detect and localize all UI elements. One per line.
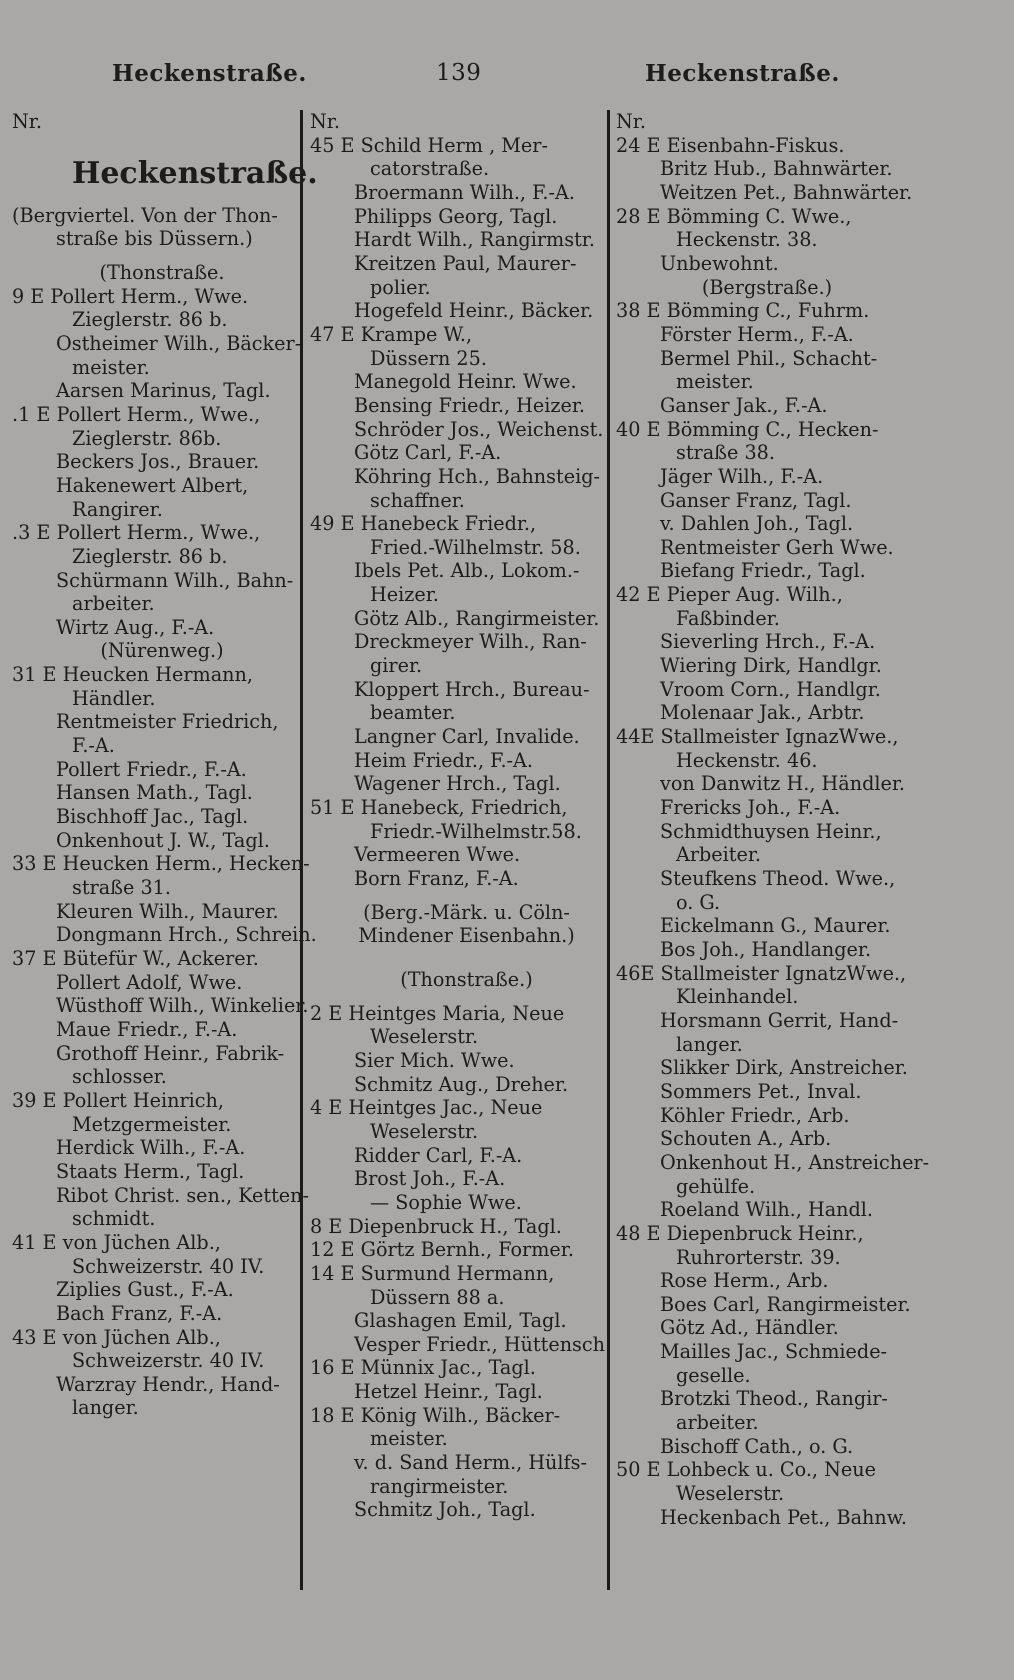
resident-entry: Sieverling Hrch., F.-A.	[660, 630, 876, 654]
resident-entry: Pollert Adolf, Wwe.	[56, 970, 243, 994]
entry-continuation: Arbeiter.	[676, 843, 762, 867]
spacer	[310, 992, 623, 1002]
resident-entry: Roeland Wilh., Handl.	[660, 1198, 874, 1222]
resident-entry: Ganser Franz, Tagl.	[660, 488, 852, 512]
resident-entry: Wirtz Aug., F.-A.	[56, 615, 215, 639]
resident-entry: Brost Joh., F.-A.	[354, 1167, 506, 1191]
resident-entry: Götz Alb., Rangirmeister.	[354, 606, 600, 630]
resident-entry: Rentmeister Gerh Wwe.	[660, 535, 894, 559]
entry-continuation: schmidt.	[72, 1207, 156, 1231]
resident-entry: Steufkens Theod. Wwe.,	[660, 867, 896, 890]
entry-continuation: langer.	[72, 1396, 139, 1420]
resident-entry: Sommers Pet., Inval.	[660, 1079, 862, 1103]
house-entry: 31 E Heucken Hermann,	[12, 663, 253, 687]
entry-continuation: catorstraße.	[370, 157, 490, 181]
resident-entry: Schmitz Joh., Tagl.	[354, 1498, 536, 1522]
resident-entry: Britz Hub., Bahnwärter.	[660, 157, 893, 181]
resident-entry: Köhring Hch., Bahnsteig-	[354, 464, 600, 488]
resident-entry: Götz Ad., Händler.	[660, 1316, 839, 1340]
resident-entry: Bermel Phil., Schacht-	[660, 346, 878, 370]
entry-continuation: Weselerstr.	[370, 1119, 479, 1143]
house-entry: 41 E von Jüchen Alb.,	[12, 1230, 221, 1254]
running-header-left: Heckenstraße.	[112, 60, 307, 87]
resident-entry: Hetzel Heinr., Tagl.	[354, 1380, 543, 1404]
house-entry: Nr.	[310, 110, 340, 133]
house-entry: 18 E König Wilh., Bäcker-	[310, 1403, 561, 1427]
resident-entry: Slikker Dirk, Anstreicher.	[660, 1056, 908, 1080]
entry-continuation: Fried.-Wilhelmstr. 58.	[370, 535, 581, 559]
resident-entry: Staats Herm., Tagl.	[56, 1159, 245, 1183]
resident-entry: Maue Friedr., F.-A.	[56, 1017, 238, 1041]
resident-entry: Born Franz, F.-A.	[354, 867, 519, 890]
resident-entry: Rose Herm., Arb.	[660, 1269, 829, 1293]
house-entry: 49 E Hanebeck Friedr.,	[310, 512, 537, 536]
house-entry: 12 E Görtz Bernh., Former.	[310, 1238, 574, 1262]
resident-entry: Jäger Wilh., F.-A.	[660, 464, 824, 488]
resident-entry: Boes Carl, Rangirmeister.	[660, 1292, 911, 1316]
section-heading: Mindener Eisenbahn.)	[358, 924, 575, 948]
resident-entry: Onkenhout H., Anstreicher-	[660, 1150, 930, 1174]
entry-continuation: Ruhrorterstr. 39.	[676, 1245, 841, 1269]
resident-entry: Götz Carl, F.-A.	[354, 441, 502, 465]
resident-entry: Mailles Jac., Schmiede-	[660, 1340, 888, 1364]
entry-continuation: o. G.	[676, 890, 721, 914]
resident-entry: Kleuren Wilh., Maurer.	[56, 899, 279, 923]
resident-entry: Ridder Carl, F.-A.	[354, 1143, 523, 1167]
entry-continuation: Düssern 88 a.	[370, 1285, 505, 1309]
entry-continuation: Düssern 25.	[370, 346, 487, 370]
house-entry: 50 E Lohbeck u. Co., Neue	[616, 1458, 876, 1482]
entry-continuation: Weselerstr.	[370, 1025, 479, 1049]
resident-entry: Köhler Friedr., Arb.	[660, 1103, 850, 1127]
resident-entry: Ostheimer Wilh., Bäcker-	[56, 331, 302, 355]
column-1	[12, 110, 318, 1420]
entry-continuation: polier.	[370, 275, 431, 299]
resident-entry: Dreckmeyer Wilh., Ran-	[354, 630, 587, 654]
house-entry: (Bergviertel. Von der Thon-	[12, 203, 278, 227]
entry-continuation: — Sophie Wwe.	[370, 1190, 522, 1214]
house-entry: 37 E Bütefür W., Ackerer.	[12, 947, 259, 970]
resident-entry: Schmitz Aug., Dreher.	[354, 1072, 569, 1096]
resident-entry: Warzray Hendr., Hand-	[56, 1372, 280, 1396]
entry-continuation: Zieglerstr. 86b.	[72, 426, 222, 450]
resident-entry: Bensing Friedr., Heizer.	[354, 393, 586, 417]
entry-continuation: rangirmeister.	[370, 1474, 509, 1498]
entry-continuation: Zieglerstr. 86 b.	[72, 544, 228, 568]
resident-entry: v. Dahlen Joh., Tagl.	[660, 512, 854, 536]
entry-continuation: langer.	[676, 1032, 743, 1056]
house-entry: .1 E Pollert Herm., Wwe.,	[12, 402, 261, 426]
section-heading: (Bergstraße.)	[701, 275, 833, 299]
house-entry: 46E Stallmeister IgnatzWwe.,	[616, 961, 907, 985]
section-heading: (Nürenweg.)	[100, 639, 224, 663]
entry-continuation: Zieglerstr. 86 b.	[72, 308, 228, 332]
house-entry: 51 E Hanebeck, Friedrich,	[310, 796, 568, 820]
resident-entry: Hardt Wilh., Rangirmstr.	[354, 228, 595, 252]
house-entry: 2 E Heintges Maria, Neue	[310, 1001, 565, 1025]
resident-entry: Grothoff Heinr., Fabrik-	[56, 1041, 285, 1065]
entry-continuation: Heizer.	[370, 583, 439, 607]
house-entry: 14 E Surmund Hermann,	[310, 1261, 555, 1285]
entry-continuation: schlosser.	[72, 1065, 167, 1089]
house-entry: .3 E Pollert Herm., Wwe.,	[12, 521, 261, 545]
entry-continuation: meister.	[370, 1427, 448, 1451]
resident-entry: Hogefeld Heinr., Bäcker.	[354, 299, 594, 323]
house-entry: 48 E Diepenbruck Heinr.,	[616, 1221, 864, 1245]
entry-continuation: geselle.	[676, 1363, 751, 1387]
resident-entry: Kreitzen Paul, Maurer-	[354, 251, 577, 275]
street-title: Heckenstraße.	[72, 155, 318, 191]
resident-entry: Wüsthoff Wilh., Winkelier.	[56, 994, 309, 1018]
section-heading: (Thonstraße.	[99, 260, 225, 284]
spacer	[310, 948, 623, 958]
house-entry: 4 E Heintges Jac., Neue	[310, 1096, 543, 1120]
resident-entry: Frericks Joh., F.-A.	[660, 796, 841, 820]
house-entry: 42 E Pieper Aug. Wilh.,	[616, 583, 843, 607]
resident-entry: Schouten A., Arb.	[660, 1127, 832, 1151]
resident-entry: Horsmann Gerrit, Hand-	[660, 1008, 899, 1032]
resident-entry: Schmidthuysen Heinr.,	[660, 819, 882, 843]
spacer	[12, 251, 312, 261]
house-entry: 38 E Bömming C., Fuhrm.	[616, 299, 870, 323]
resident-entry: Dongmann Hrch., Schrein.	[56, 923, 317, 947]
house-entry: 44E Stallmeister IgnazWwe.,	[616, 725, 899, 749]
house-entry: 8 E Diepenbruck H., Tagl.	[310, 1214, 562, 1238]
resident-entry: Hansen Math., Tagl.	[56, 781, 253, 805]
entry-continuation: arbeiter.	[676, 1411, 759, 1435]
entry-continuation: F.-A.	[72, 734, 115, 758]
entry-continuation: Heckenstr. 38.	[676, 228, 818, 252]
resident-entry: Pollert Friedr., F.-A.	[56, 757, 247, 781]
entry-continuation: meister.	[72, 355, 150, 379]
resident-entry: Rentmeister Friedrich,	[56, 710, 279, 734]
resident-entry: Langner Carl, Invalide.	[354, 725, 580, 749]
entry-continuation: schaffner.	[370, 488, 465, 512]
entry-continuation: straße 38.	[676, 441, 775, 465]
house-entry: 40 E Bömming C., Hecken-	[616, 417, 879, 441]
resident-entry: v. d. Sand Herm., Hülfs-	[354, 1451, 587, 1475]
entry-continuation: Heckenstr. 46.	[676, 748, 818, 772]
resident-entry: Schröder Jos., Weichenst.	[354, 417, 604, 441]
resident-entry: Bischhoff Jac., Tagl.	[56, 805, 249, 829]
spacer	[310, 958, 623, 968]
resident-entry: Kloppert Hrch., Bureau-	[354, 677, 590, 701]
house-entry: Nr.	[12, 110, 42, 133]
resident-entry: Molenaar Jak., Arbtr.	[660, 701, 865, 725]
spacer	[12, 134, 312, 144]
resident-entry: Wagener Hrch., Tagl.	[354, 772, 561, 796]
resident-entry: Biefang Friedr., Tagl.	[660, 559, 866, 583]
resident-entry: Vroom Corn., Handlgr.	[660, 677, 881, 701]
resident-entry: Ganser Jak., F.-A.	[660, 393, 828, 417]
resident-entry: Beckers Jos., Brauer.	[56, 450, 260, 474]
resident-entry: Bos Joh., Handlanger.	[660, 937, 872, 961]
entry-continuation: Schweizerstr. 40 IV.	[72, 1349, 265, 1373]
resident-entry: Ribot Christ. sen., Ketten-	[56, 1183, 309, 1207]
section-heading: (Thonstraße.)	[400, 967, 533, 991]
house-entry: 47 E Krampe W.,	[310, 322, 473, 346]
resident-entry: Onkenhout J. W., Tagl.	[56, 828, 270, 852]
resident-entry: Bischoff Cath., o. G.	[660, 1434, 854, 1458]
house-entry: 39 E Pollert Heinrich,	[12, 1088, 225, 1112]
entry-continuation: Kleinhandel.	[676, 985, 799, 1009]
house-entry: 24 E Eisenbahn-Fiskus.	[616, 133, 845, 157]
house-entry: 45 E Schild Herm , Mer-	[310, 133, 548, 157]
entry-continuation: beamter.	[370, 701, 456, 725]
spacer	[310, 891, 623, 901]
resident-entry: Sier Mich. Wwe.	[354, 1048, 515, 1072]
resident-entry: Schürmann Wilh., Bahn-	[56, 568, 294, 592]
resident-entry: Brotzki Theod., Rangir-	[660, 1387, 888, 1411]
resident-entry: von Danwitz H., Händler.	[660, 772, 906, 796]
entry-continuation: Faßbinder.	[676, 606, 780, 630]
resident-entry: Broermann Wilh., F.-A.	[354, 180, 575, 204]
entry-continuation: Schweizerstr. 40 IV.	[72, 1254, 265, 1278]
entry-continuation: arbeiter.	[72, 592, 155, 616]
entry-continuation: Rangirer.	[72, 497, 163, 521]
entry-continuation: gehülfe.	[676, 1174, 756, 1198]
resident-entry: Glashagen Emil, Tagl.	[354, 1309, 567, 1333]
entry-continuation: Friedr.-Wilhelmstr.58.	[370, 819, 582, 843]
resident-entry: Weitzen Pet., Bahnwärter.	[660, 180, 913, 204]
entry-continuation: straße 31.	[72, 876, 171, 900]
resident-entry: Heckenbach Pet., Bahnw.	[660, 1505, 908, 1529]
resident-entry: Hakenewert Albert,	[56, 473, 249, 497]
house-entry: Nr.	[616, 110, 646, 133]
entry-continuation: Händler.	[72, 686, 156, 710]
entry-continuation: Metzgermeister.	[72, 1112, 232, 1136]
resident-entry: Herdick Wilh., F.-A.	[56, 1136, 246, 1160]
house-entry: 43 E von Jüchen Alb.,	[12, 1325, 221, 1349]
entry-continuation: meister.	[676, 370, 754, 394]
resident-entry: Bach Franz, F.-A.	[56, 1301, 223, 1325]
resident-entry: Vermeeren Wwe.	[354, 843, 521, 867]
resident-entry: Aarsen Marinus, Tagl.	[56, 379, 271, 403]
resident-entry: Manegold Heinr. Wwe.	[354, 370, 577, 394]
house-entry: 28 E Bömming C. Wwe.,	[616, 204, 852, 228]
house-entry: 16 E Münnix Jac., Tagl.	[310, 1356, 536, 1380]
resident-entry: Ibels Pet. Alb., Lokom.-	[354, 559, 580, 583]
resident-entry: Wiering Dirk, Handlgr.	[660, 654, 882, 678]
column-2	[310, 110, 623, 1522]
page-number: 139	[436, 60, 482, 86]
section-heading: (Berg.-Märk. u. Cöln-	[363, 900, 570, 924]
resident-entry: Förster Herm., F.-A.	[660, 322, 854, 346]
house-entry: 9 E Pollert Herm., Wwe.	[12, 284, 249, 308]
resident-entry: Philipps Georg, Tagl.	[354, 204, 558, 228]
resident-entry: Vesper Friedr., Hüttensch.	[354, 1332, 612, 1356]
entry-continuation: Weselerstr.	[676, 1482, 785, 1506]
resident-entry: Heim Friedr., F.-A.	[354, 748, 533, 772]
running-header-right: Heckenstraße.	[645, 60, 840, 87]
entry-continuation: girer.	[370, 654, 423, 678]
resident-entry: Eickelmann G., Maurer.	[660, 914, 891, 938]
resident-entry: straße bis Düssern.)	[56, 227, 253, 251]
house-entry: 33 E Heucken Herm., Hecken-	[12, 852, 310, 876]
resident-entry: Unbewohnt.	[660, 251, 779, 275]
resident-entry: Ziplies Gust., F.-A.	[56, 1278, 234, 1302]
column-3	[616, 110, 930, 1529]
